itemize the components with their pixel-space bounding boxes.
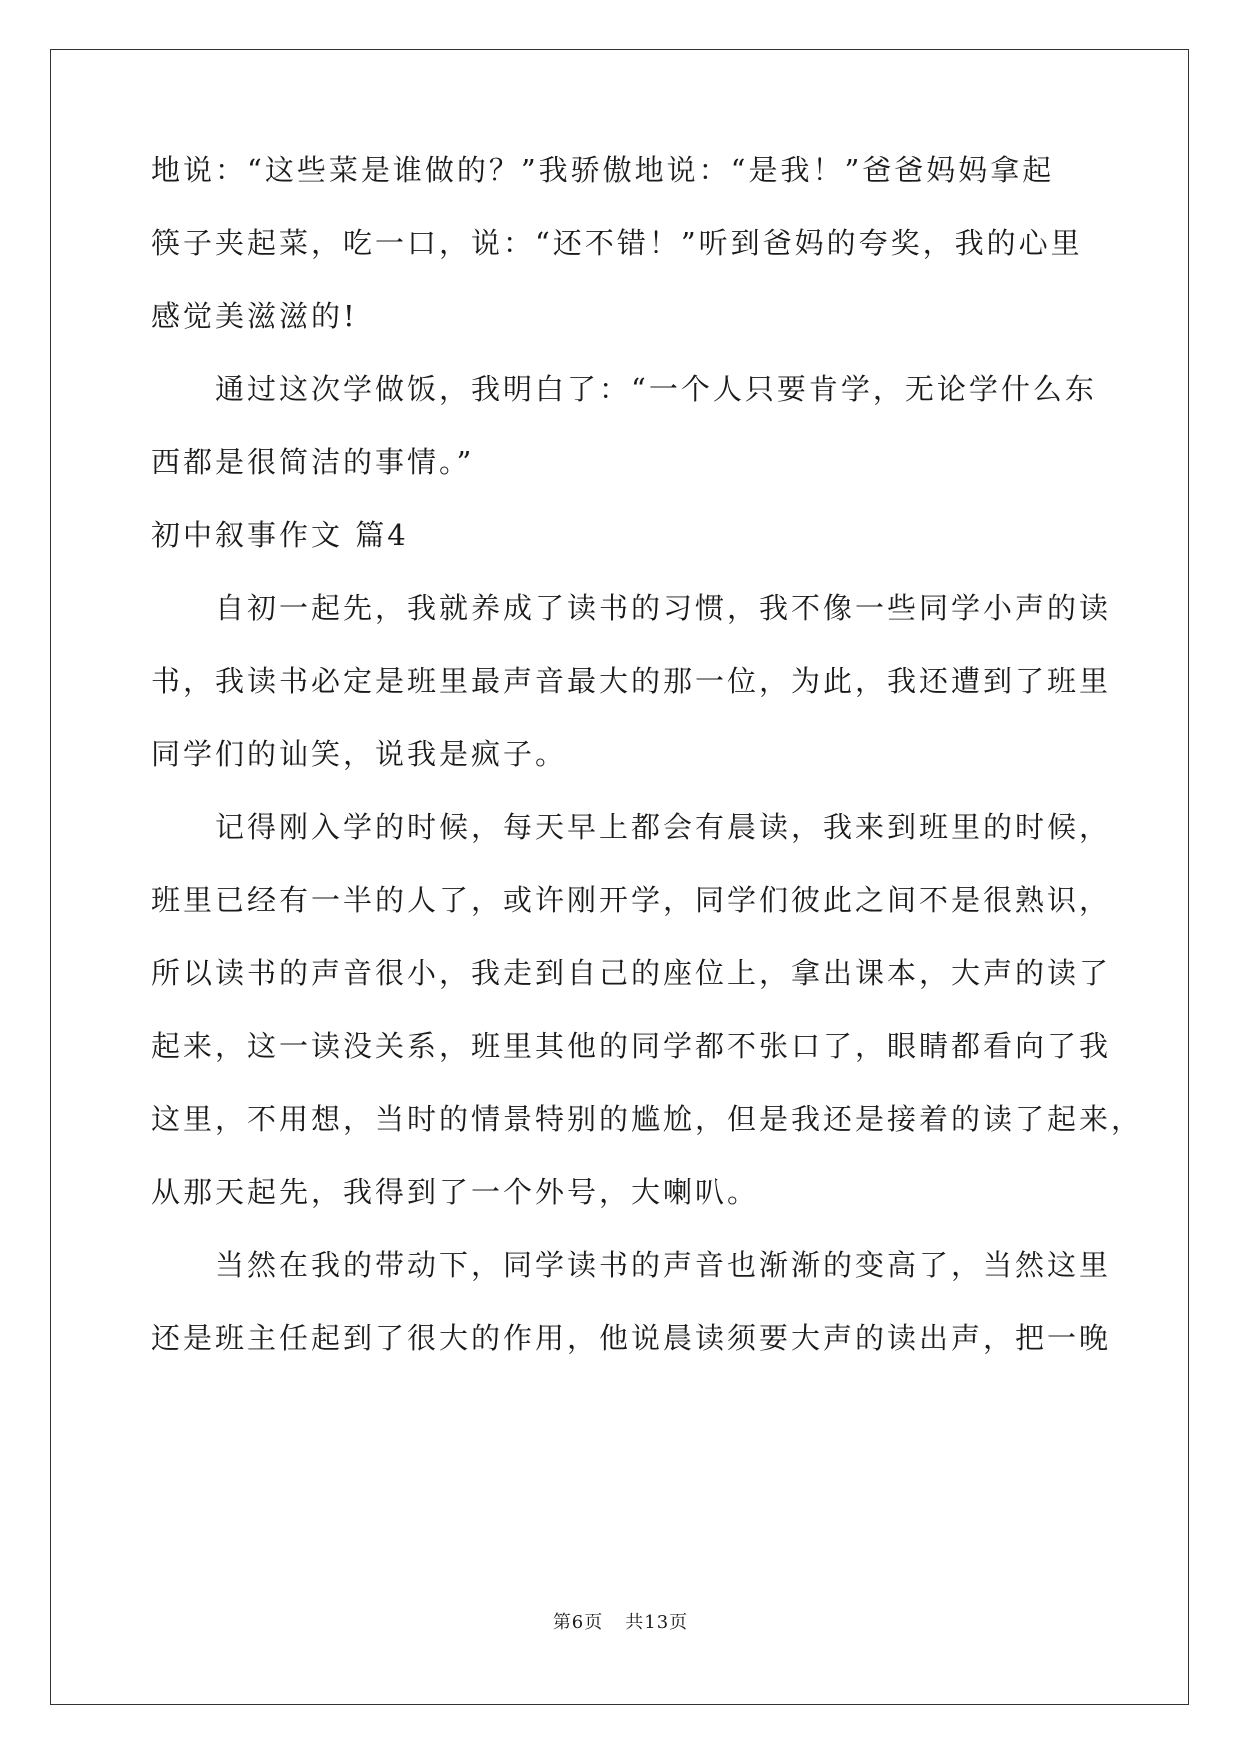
page-total: 共13页 — [625, 1612, 689, 1633]
body-line: 筷子夹起菜，吃一口，说：“还不错！”听到爸妈的夸奖，我的心里 — [151, 226, 1083, 260]
body-line: 书，我读书必定是班里最声音最大的那一位，为此，我还遭到了班里 — [151, 664, 1112, 698]
body-line: 所以读书的声音很小，我走到自己的座位上，拿出课本，大声的读了 — [151, 956, 1112, 990]
body-line: 记得刚入学的时候，每天早上都会有晨读，我来到班里的时候， — [151, 810, 1112, 844]
body-line: 还是班主任起到了很大的作用，他说晨读须要大声的读出声，把一晚 — [151, 1321, 1112, 1355]
page-footer — [0, 1611, 1241, 1635]
section-heading: 初中叙事作文 篇4 — [151, 518, 409, 552]
body-line: 自初一起先，我就养成了读书的习惯，我不像一些同学小声的读 — [151, 591, 1112, 625]
body-line: 通过这次学做饭，我明白了：“一个人只要肯学，无论学什么东 — [151, 372, 1097, 406]
body-line: 地说：“这些菜是谁做的？”我骄傲地说：“是我！”爸爸妈妈拿起 — [151, 153, 1055, 187]
body-line: 起来，这一读没关系，班里其他的同学都不张口了，眼睛都看向了我 — [151, 1029, 1112, 1063]
body-line: 西都是很简洁的事情。” — [151, 445, 475, 479]
body-line: 当然在我的带动下，同学读书的声音也渐渐的变高了，当然这里 — [151, 1248, 1112, 1282]
body-line: 从那天起先，我得到了一个外号，大喇叭。 — [151, 1175, 760, 1209]
body-line: 感觉美滋滋的! — [151, 299, 358, 333]
body-line: 班里已经有一半的人了，或许刚开学，同学们彼此之间不是很熟识， — [151, 883, 1112, 917]
body-line: 这里，不用想，当时的情景特别的尴尬，但是我还是接着的读了起来， — [151, 1102, 1144, 1136]
page-number: 第6页 — [552, 1612, 604, 1633]
body-line: 同学们的讪笑，说我是疯子。 — [151, 737, 568, 771]
